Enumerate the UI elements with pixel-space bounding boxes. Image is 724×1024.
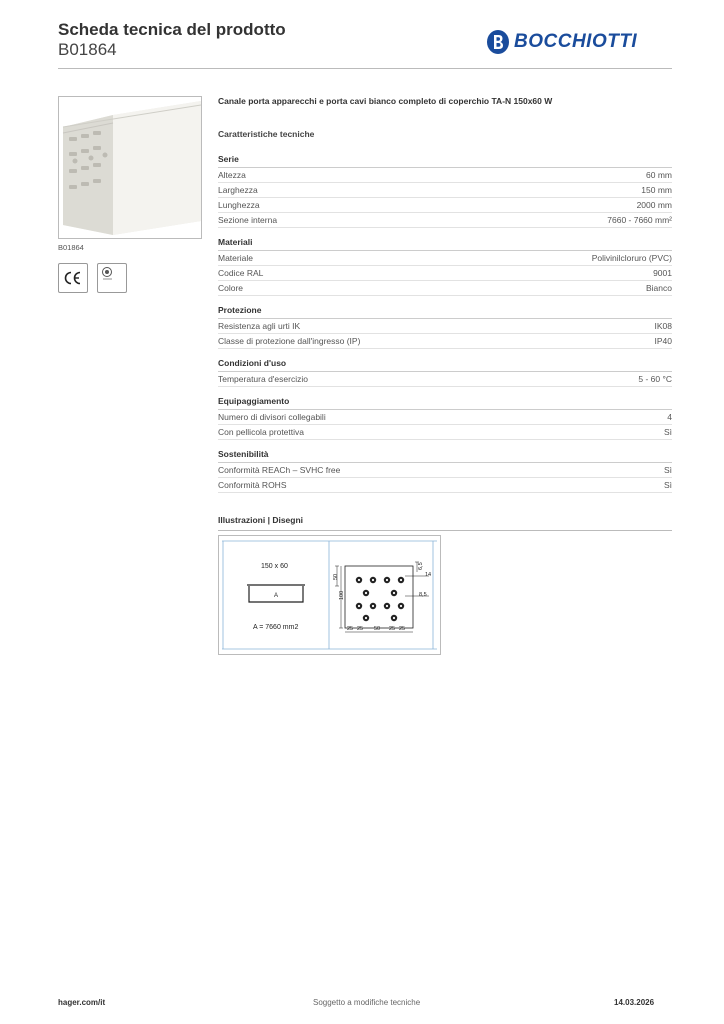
spec-label: Conformità ROHS [218,480,287,490]
spec-value: 9001 [653,268,672,278]
dim-100: 100 [339,590,345,600]
spec-value: IP40 [654,336,672,346]
spec-value: 5 - 60 °C [638,374,672,384]
spec-label: Lunghezza [218,200,260,210]
specs-heading: Caratteristiche tecniche [218,129,315,139]
spec-value: 7660 - 7660 mm² [607,215,672,225]
spec-row [218,334,672,349]
dim-6-5: 6,5 [418,562,424,570]
spec-row [218,281,672,296]
dim-25-b: 25 [357,626,364,632]
header-divider [58,68,672,69]
spec-label: Larghezza [218,185,258,195]
section-size-label: 150 x 60 [261,563,288,570]
area-symbol: A [274,593,279,599]
spec-sections [218,154,672,493]
area-label: A = 7660 mm2 [253,624,299,631]
spec-value: 150 mm [641,185,672,195]
spec-value: 60 mm [646,170,672,180]
spec-label: Temperatura d'esercizio [218,374,308,384]
spec-value: Bianco [646,283,672,293]
certification-mark-icon [97,263,127,293]
spec-row [218,319,672,334]
section-title: Materiali [218,237,672,251]
section-title: Condizioni d'uso [218,358,672,372]
spec-row [218,251,672,266]
ce-mark-icon [58,263,88,293]
brand-name: BOCCHIOTTI [514,31,638,52]
spec-label: Sezione interna [218,215,278,225]
spec-row [218,198,672,213]
section-title: Protezione [218,305,672,319]
spec-panel [218,96,672,531]
spec-value: Sì [663,427,672,437]
section-title: Serie [218,154,672,168]
spec-row [218,463,672,478]
dim-25-c: 25 [389,626,396,632]
spec-row [218,266,672,281]
product-image [58,96,202,239]
spec-row [218,478,672,493]
spec-label: Conformità REACh – SVHC free [218,465,341,475]
spec-label: Altezza [218,170,246,180]
footer-date: 14.03.2026 [614,998,655,1007]
spec-row [218,410,672,425]
dim-8-5: 8,5 [419,592,427,598]
illustrations-heading: Illustrazioni | Disegni [218,515,672,531]
dim-14: 14 [425,572,432,578]
dim-25-d: 25 [399,626,406,632]
spec-label: Con pellicola protettiva [218,427,304,437]
spec-label: Colore [218,283,244,293]
product-code: B01864 [58,40,117,59]
technical-drawing [218,535,441,655]
section-title: Sostenibilità [218,449,672,463]
spec-row [218,183,672,198]
spec-value: IK08 [654,321,672,331]
spec-value: 4 [667,412,672,422]
footer-website: hager.com/it [58,998,106,1007]
spec-value: Polivinilcloruro (PVC) [591,253,672,263]
spec-label: Resistenza agli urti IK [218,321,301,331]
dim-50-vertical: 50 [333,573,339,580]
spec-label: Codice RAL [218,268,264,278]
spec-row [218,425,672,440]
spec-value: 2000 mm [636,200,672,210]
brand-logo [486,29,637,55]
image-caption: B01864 [58,243,84,252]
spec-row [218,372,672,387]
spec-label: Classe di protezione dall'ingresso (IP) [218,336,361,346]
spec-label: Numero di divisori collegabili [218,412,326,422]
spec-row [218,168,672,183]
spec-value: Sì [663,480,672,490]
product-description: Canale porta apparecchi e porta cavi bianco completo di coperchio TA-N 150x60 W [218,96,553,106]
bocchiotti-logo-icon [486,29,510,55]
dim-50-horizontal: 50 [374,626,381,632]
spec-label: Materiale [218,253,253,263]
section-title: Equipaggiamento [218,396,672,410]
page-title: Scheda tecnica del prodotto [58,20,286,39]
spec-row [218,213,672,228]
spec-value: Sì [663,465,672,475]
footer-notice: Soggetto a modifiche tecniche [313,998,421,1007]
dim-25-a: 25 [347,626,354,632]
